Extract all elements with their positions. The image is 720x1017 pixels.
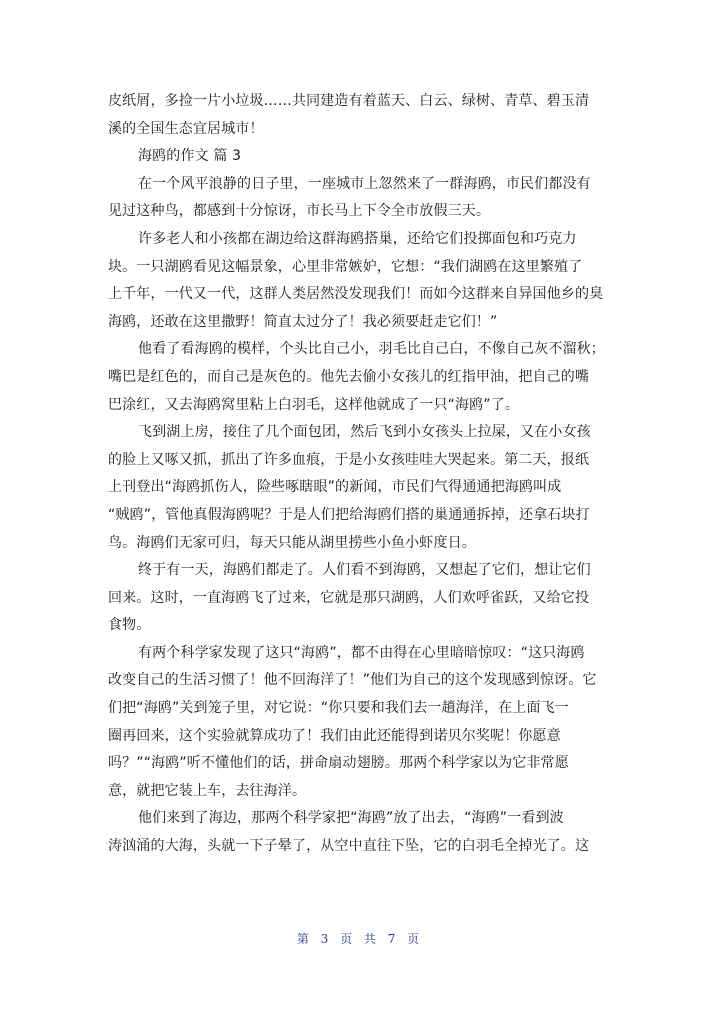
text-line: 吗？”“海鸥”听不懂他们的话，拼命扇动翅膀。那两个科学家以为它非常愿: [108, 755, 569, 772]
text-line: 上千年，一代又一代，这群人类居然没发现我们！而如今这群来自异国他乡的臭: [108, 286, 604, 303]
text-line: 块。一只湖鸥看见这幅景象，心里非常嫉妒，它想：“我们湖鸥在这里繁殖了: [108, 258, 583, 275]
text-line: 鸟。海鸥们无家可归，每天只能从湖里捞些小鱼小虾度日。: [108, 534, 476, 551]
text-line: 终于有一天，海鸥们都走了。人们看不到海鸥，又想起了它们，想让它们: [138, 562, 591, 579]
text-line: 海鸥，还敢在这里撒野！简直太过分了！我必须要赶走它们！”: [108, 313, 498, 330]
page-number-footer: 第 3 页 共 7 页: [296, 932, 424, 946]
text-line: 见过这种鸟，都感到十分惊讶，市长马上下令全市放假三天。: [108, 203, 491, 220]
text-line: 嘴巴是红色的，而自己是灰色的。他先去偷小女孩儿的红指甲油，把自己的嘴: [108, 368, 590, 385]
text-line: 巴涂红，又去海鸥窝里粘上白羽毛，这样他就成了一只“海鸥”了。: [108, 396, 520, 413]
text-line: 他们来到了海边，那两个科学家把“海鸥”放了出去，“海鸥”一看到波: [138, 810, 564, 827]
text-line: 许多老人和小孩都在湖边给这群海鸥搭巢，还给它们投掷面包和巧克力: [138, 230, 577, 247]
text-line: 意，就把它装上车，去往海洋。: [108, 782, 307, 799]
text-line: 们把“海鸥”关到笼子里，对它说：“你只要和我们去一趟海洋，在上面飞一: [108, 700, 569, 717]
text-line: 回来。这时，一直海鸥飞了过来，它就是那只湖鸥，人们欢呼雀跃，又给它投: [108, 589, 590, 606]
text-line: 涛汹涌的大海，头就一下子晕了，从空中直往下坠，它的白羽毛全掉光了。这: [108, 838, 590, 855]
text-line: 溪的全国生态宜居城市！: [108, 120, 264, 137]
text-line: 改变自己的生活习惯了！他不回海洋了！”他们为自己的这个发现感到惊讶。它: [108, 672, 597, 689]
text-line: 他看了看海鸥的模样，个头比自己小，羽毛比自己白，不像自己灰不溜秋；: [138, 341, 605, 358]
text-line: 飞到湖上房，接住了几个面包团，然后飞到小女孩头上拉屎，又在小女孩: [138, 424, 591, 441]
essay-body: [108, 88, 608, 861]
text-line: 有两个科学家发现了这只“海鸥”，都不由得在心里暗暗惊叹：“这只海鸥: [138, 644, 585, 661]
text-line: 食物。: [108, 617, 151, 634]
text-line: “贼鸥”，管他真假海鸥呢？于是人们把给海鸥们搭的巢通通拆掉，还拿石块打: [108, 506, 590, 523]
text-line: 的脸上又啄又抓，抓出了许多血痕，于是小女孩哇哇大哭起来。第二天，报纸: [108, 451, 590, 468]
section-heading: 海鸥的作文 篇 3: [138, 148, 242, 165]
text-line: 皮纸屑，多捡一片小垃圾……共同建造有着蓝天、白云、绿树、青草、碧玉清: [108, 93, 590, 109]
text-line: 在一个风平浪静的日子里，一座城市上忽然来了一群海鸥，市民们都没有: [138, 175, 591, 192]
text-line: 圈再回来，这个实验就算成功了！我们由此还能得到诺贝尔奖呢！你愿意: [108, 727, 561, 744]
text-line: 上刊登出“海鸥抓伤人，险些啄瞎眼”的新闻，市民们气得通通把海鸥叫成: [108, 479, 562, 496]
